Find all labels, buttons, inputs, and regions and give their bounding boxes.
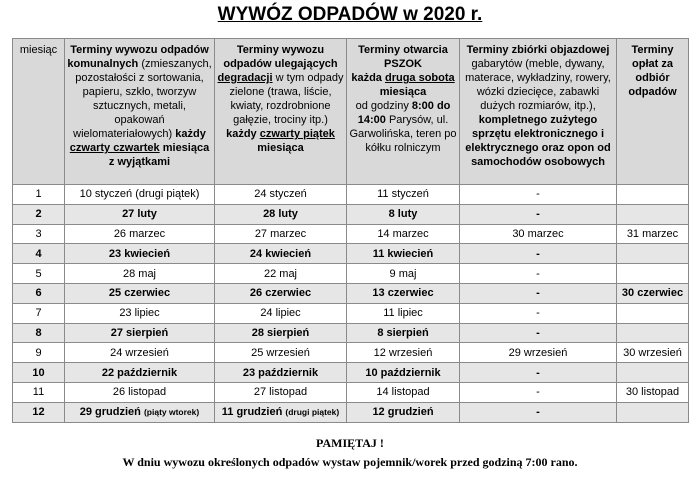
header-month: miesiąc [13,39,65,185]
cell-bio-waste-date: 23 październik [215,363,347,383]
cell-bulky-waste-date: - [460,185,617,205]
header-bio-waste: Terminy wywozu odpadów ulegających degradacji w tym odpady zielone (trawa, liście, kwiaty, rozdrobnione gałęzie, trociny itp.) każdy czwarty piątek miesiąca [215,39,347,185]
header-fees: Terminy opłat za odbiór odpadów [617,39,689,185]
cell-note: (drugi piątek) [285,407,340,418]
cell-fee-date [617,204,689,224]
cell-pszok-date: 10 październik [347,363,460,383]
cell-mixed-waste-date: 22 październik [65,363,215,383]
collection-schedule-table [12,38,689,423]
table-row [13,185,689,205]
cell-fee-date [617,264,689,284]
cell-mixed-waste-date: 25 czerwiec [65,283,215,303]
cell-fee-date: 31 marzec [617,224,689,244]
cell-bio-waste-date: 27 marzec [215,224,347,244]
cell-mixed-waste-date: 27 sierpień [65,323,215,343]
cell-pszok-date: 8 sierpień [347,323,460,343]
table-row [13,224,689,244]
cell-bio-waste-date: 26 czerwiec [215,283,347,303]
table-row [13,343,689,363]
table-row [13,264,689,284]
table-row [13,402,689,422]
cell-bio-waste-date: 22 maj [215,264,347,284]
cell-fee-date: 30 wrzesień [617,343,689,363]
cell-bulky-waste-date: - [460,363,617,383]
cell-mixed-waste-date: 27 luty [65,204,215,224]
cell-pszok-date: 12 grudzień [347,402,460,422]
cell-pszok-date: 11 lipiec [347,303,460,323]
cell-fee-date [617,402,689,422]
cell-fee-date: 30 listopad [617,382,689,402]
cell-month: 12 [13,402,65,422]
cell-mixed-waste-date: 26 marzec [65,224,215,244]
cell-fee-date [617,244,689,264]
cell-mixed-waste-date: 28 maj [65,264,215,284]
cell-pszok-date: 14 marzec [347,224,460,244]
cell-bulky-waste-date: - [460,402,617,422]
cell-pszok-date: 14 listopad [347,382,460,402]
cell-bulky-waste-date: - [460,244,617,264]
table-row [13,382,689,402]
table-row [13,204,689,224]
cell-month: 2 [13,204,65,224]
cell-month: 9 [13,343,65,363]
page-title: WYWÓZ ODPADÓW w 2020 r. [217,4,483,25]
cell-bio-waste-date: 24 styczeń [215,185,347,205]
cell-bulky-waste-date: - [460,264,617,284]
cell-bio-waste-date: 24 lipiec [215,303,347,323]
cell-bulky-waste-date: - [460,303,617,323]
table-row [13,363,689,383]
cell-fee-date [617,185,689,205]
cell-bio-waste-date: 28 luty [215,204,347,224]
header-bulky-waste: Terminy zbiórki objazdowej gabarytów (meble, dywany, materace, wykładziny, rowery, wózki dziecięce, zabawki dużych rozmiarów, itp.), kompletnego zużytego sprzętu elektronicznego i elektrycznego oraz opon od samochodów osobowych [460,39,617,185]
cell-month: 11 [13,382,65,402]
table-row [13,283,689,303]
footer-reminder-heading: PAMIĘTAJ ! [316,436,384,450]
header-mixed-waste: Terminy wywozu odpadów komunalnych (zmieszanych, pozostałości z sortowania, papieru, szkło, tworzyw sztucznych, metali, opakowań wielomateriałowych) każdy czwarty czwartek miesiąca z wyjątkami [65,39,215,185]
cell-bio-waste-date: 28 sierpień [215,323,347,343]
header-pszok: Terminy otwarcia PSZOK każda druga sobota miesiąca od godziny 8:00 do 14:00 Parysów, ul. Garwolińska, teren po kółku rolniczym [347,39,460,185]
cell-month: 3 [13,224,65,244]
cell-mixed-waste-date: 23 lipiec [65,303,215,323]
cell-pszok-date: 11 styczeń [347,185,460,205]
cell-pszok-date: 11 kwiecień [347,244,460,264]
cell-bulky-waste-date: - [460,283,617,303]
cell-pszok-date: 12 wrzesień [347,343,460,363]
cell-bulky-waste-date: - [460,323,617,343]
cell-bulky-waste-date: - [460,382,617,402]
cell-month: 4 [13,244,65,264]
footer-reminder-text: W dniu wywozu określonych odpadów wystaw pojemnik/worek przed godziną 7:00 rano. [122,455,578,469]
cell-pszok-date: 8 luty [347,204,460,224]
table-row [13,244,689,264]
cell-mixed-waste-date: 24 wrzesień [65,343,215,363]
cell-bio-waste-date: 27 listopad [215,382,347,402]
cell-mixed-waste-date: 29 grudzień (piąty wtorek) [65,402,215,422]
cell-fee-date [617,303,689,323]
cell-month: 7 [13,303,65,323]
cell-month: 8 [13,323,65,343]
cell-month: 1 [13,185,65,205]
cell-fee-date: 30 czerwiec [617,283,689,303]
table-row [13,303,689,323]
cell-bulky-waste-date: - [460,204,617,224]
cell-mixed-waste-date: 26 listopad [65,382,215,402]
table-header-row [13,39,689,185]
cell-mixed-waste-date: 23 kwiecień [65,244,215,264]
cell-month: 6 [13,283,65,303]
cell-pszok-date: 9 maj [347,264,460,284]
cell-fee-date [617,363,689,383]
table-row [13,323,689,343]
cell-bio-waste-date: 25 wrzesień [215,343,347,363]
cell-mixed-waste-date: 10 styczeń (drugi piątek) [65,185,215,205]
cell-bulky-waste-date: 30 marzec [460,224,617,244]
cell-bulky-waste-date: 29 wrzesień [460,343,617,363]
cell-bio-waste-date: 24 kwiecień [215,244,347,264]
cell-note: (piąty wtorek) [143,407,200,418]
cell-month: 5 [13,264,65,284]
cell-fee-date [617,323,689,343]
cell-bio-waste-date: 11 grudzień (drugi piątek) [215,402,347,422]
cell-pszok-date: 13 czerwiec [347,283,460,303]
cell-month: 10 [13,363,65,383]
